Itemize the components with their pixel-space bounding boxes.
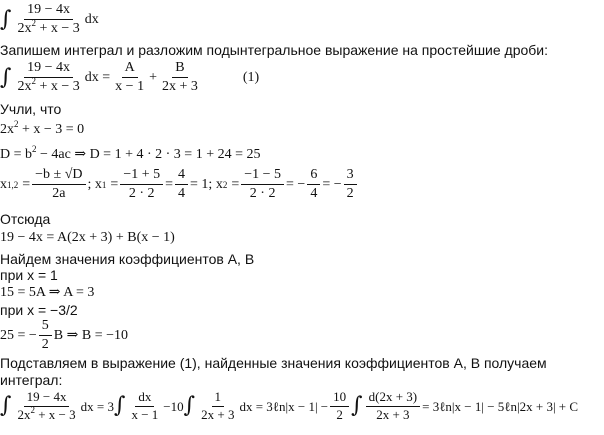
text-line: Учли, что xyxy=(0,101,62,117)
equation: 15 = 5A ⇒ A = 3 xyxy=(0,285,95,300)
integral-sign: ∫ xyxy=(0,6,12,32)
text-line: Отсюда xyxy=(0,211,51,227)
equation: $2x^2 + x - 3 = 0$ xyxy=(0,119,85,137)
integral-expression: ∫ $\frac{19 - 4x}{2x^2 + x - 3}$ dx xyxy=(0,2,99,37)
text-line: при x = −3/2 xyxy=(0,302,78,318)
equation-tag: (1) xyxy=(242,69,260,85)
text-line: при x = 1 xyxy=(0,267,58,283)
equation: $D = b^2 - 4ac$ ⇒ D = 1 + 4 · 2 · 3 = 1 + 24 = 25 xyxy=(0,144,261,162)
decomposition-expression: ∫ $\frac{19 - 4x}{2x^2 + x - 3}$ dx = $\frac{A}{x - 1}$ + $\frac{B}{2x + 3}$ (1) xyxy=(0,60,260,95)
equation: 25 = − $\frac{5}{2}$ B ⇒ B = −10 xyxy=(0,318,128,353)
text-line: интеграл: xyxy=(0,372,63,388)
text-line: Запишем интеграл и разложим подынтегральное выражение на простейшие дроби: xyxy=(0,42,549,58)
text-line: Подставляем в выражение (1), найденные значения коэффициентов A, B получаем xyxy=(0,355,547,371)
final-integral-expression: ∫ $\frac{19 - 4x}{2x^2 + x - 3}$ dx = 3 ∫ $\frac{dx}{x - 1}$ −10 ∫ $\frac{1}{2x + 3}$ dx = 3ℓn|x − 1| − $\frac{10}{2}$ ∫ $\frac{d(2x + 3)}{2x + 3}$ = 3ℓn|x − 1| − 5ℓn|2x + 3| + C xyxy=(0,389,579,422)
roots-expression: x 1,2 = $\frac{-b \pm √D}{2a}$ ; x 1 = $\frac{-1 + 5}{2 \cdot 2}$ = $\frac{4}{4}$ = 1; x 2 = $\frac{-1 - 5}{2 \cdot 2}$ = − $\frac{6}{4}$ = − $\frac{3}{2}$ xyxy=(0,167,359,202)
equation: 19 − 4x = A(2x + 3) + B(x − 1) xyxy=(0,230,175,245)
text-line: Найдем значения коэффициентов A, B xyxy=(0,251,255,267)
fraction: $\frac{19 - 4x}{2x^2 + x - 3}$ xyxy=(17,2,80,37)
